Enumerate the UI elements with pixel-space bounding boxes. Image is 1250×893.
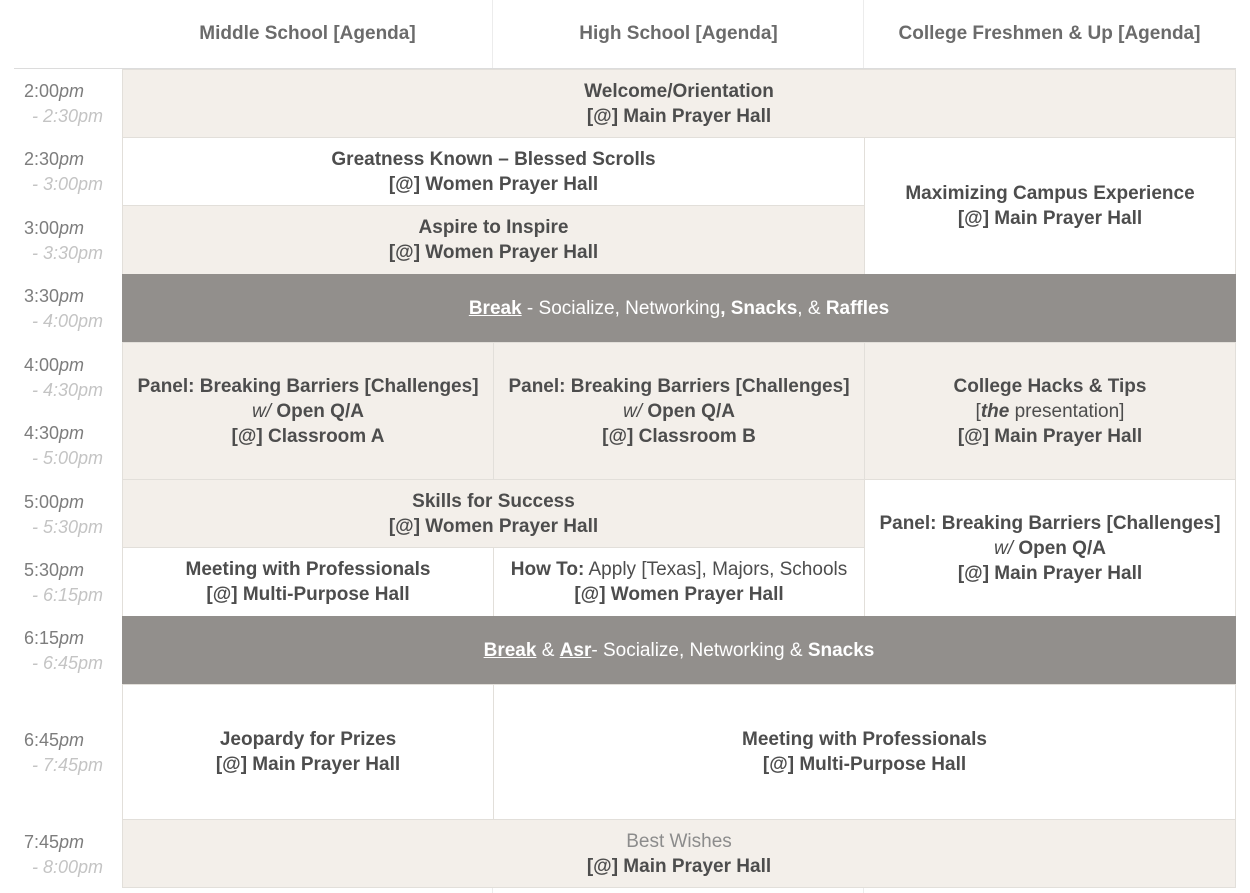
session-welcome [122,69,1236,138]
time-end: - 2:30pm [32,106,104,126]
session-location: [@] Multi-Purpose Hall [762,754,967,775]
time-start: 2:30 [24,149,60,169]
session-aspire [122,205,865,275]
time-start: 4:00 [24,355,60,375]
time-end: - 3:30pm [32,243,104,263]
time-start: 6:15 [24,628,60,648]
session-location: [@] Women Prayer Hall [574,584,784,605]
session-panel-classroom-a [122,342,494,480]
session-title: Greatness Known – Blessed Scrolls [331,148,656,170]
qa-label: Open Q/A [642,400,735,422]
header-middle-school: Middle School [Agenda] [199,23,416,44]
time-end: - 7:45pm [32,755,104,775]
time-slot [24,626,120,676]
session-location: [@] Main Prayer Hall [586,105,772,127]
break-asr [122,616,1236,685]
session-title: Meeting with Professionals [185,559,431,580]
time-suffix: pm [59,628,85,648]
session-location: [@] Main Prayer Hall [215,754,401,775]
time-slot [24,830,120,880]
session-location: [@] Main Prayer Hall [957,562,1143,584]
time-start: 5:30 [24,560,60,580]
asr-label: Asr [559,640,592,661]
session-location: [@] Multi-Purpose Hall [206,584,410,605]
session-title: Maximizing Campus Experience [905,183,1195,204]
session-location: [@] Classroom B [602,425,756,447]
session-location: [@] Women Prayer Hall [388,242,599,263]
time-suffix: pm [59,423,85,443]
time-slot [24,558,120,608]
session-greatness-known [122,137,865,206]
time-suffix: pm [59,560,85,580]
time-suffix: pm [59,286,85,306]
break-label: Break [468,298,522,319]
time-end: - 3:00pm [32,174,104,194]
with-label: w/ [252,400,272,422]
time-end: - 6:15pm [32,585,104,605]
time-suffix: pm [59,149,85,169]
time-suffix: pm [59,218,85,238]
the-word: the [980,400,1010,422]
session-title: Panel: Breaking Barriers [Challenges] [508,375,850,397]
session-panel-classroom-b [493,342,865,480]
time-start: 3:30 [24,286,60,306]
session-how-to-apply [493,547,865,617]
session-title: Jeopardy for Prizes [219,729,397,750]
time-end: - 4:00pm [32,311,104,331]
bracket: [ [975,400,981,422]
session-title: Panel: Breaking Barriers [Challenges] [879,512,1221,534]
time-suffix: pm [59,81,85,101]
qa-label: Open Q/A [271,400,364,422]
how-to-text: Apply [Texas], Majors, Schools [584,559,848,580]
break-snacks: Snacks [807,640,875,661]
time-start: 5:00 [24,492,60,512]
time-end: - 8:00pm [32,857,104,877]
session-location: [@] Main Prayer Hall [586,855,772,877]
time-slot [24,79,120,129]
session-location: [@] Women Prayer Hall [388,173,599,195]
time-slot [24,353,120,403]
break-text: - Socialize, Networking [521,298,721,319]
time-end: - 5:00pm [32,448,104,468]
session-title: Panel: Breaking Barriers [Challenges] [137,375,479,397]
session-title: Skills for Success [412,490,575,512]
with-label: w/ [994,537,1014,559]
time-start: 7:45 [24,832,60,852]
time-slot [24,728,120,778]
time-start: 2:00 [24,81,60,101]
time-suffix: pm [59,832,85,852]
break-snacks: , Snacks [720,298,798,319]
time-end: - 4:30pm [32,380,104,400]
break-label: Break [483,640,537,661]
break-snacks-raffles [122,274,1236,343]
session-best-wishes [122,819,1236,888]
time-end: - 6:45pm [32,653,104,673]
time-slot [24,284,120,334]
session-panel-college [864,479,1236,617]
header-high-school: High School [Agenda] [579,23,778,44]
time-start: 3:00 [24,218,60,238]
with-label: w/ [623,400,643,422]
session-title: Best Wishes [626,830,732,852]
time-slot [24,421,120,471]
time-start: 6:45 [24,730,60,750]
session-jeopardy [122,684,494,820]
break-text: - Socialize, Networking & [591,640,808,661]
session-location: [@] Women Prayer Hall [388,515,599,537]
break-text: & [536,640,560,661]
session-location: [@] Main Prayer Hall [957,425,1143,447]
qa-label: Open Q/A [1013,537,1106,559]
session-meeting-professionals-hs [493,684,1236,820]
time-suffix: pm [59,355,85,375]
how-to-label: How To: [510,559,585,580]
break-raffles: Raffles [825,298,890,319]
time-slot [24,490,120,540]
time-slot [24,216,120,266]
session-location: [@] Main Prayer Hall [957,208,1143,229]
time-end: - 5:30pm [32,517,104,537]
session-location: [@] Classroom A [231,425,385,447]
header-college: College Freshmen & Up [Agenda] [898,23,1201,44]
session-title: Welcome/Orientation [584,80,774,102]
time-suffix: pm [59,492,85,512]
session-meeting-professionals-ms [122,547,494,617]
break-text: , & [797,298,826,319]
session-college-hacks [864,342,1236,480]
time-suffix: pm [59,730,85,750]
session-title: Meeting with Professionals [742,729,987,750]
session-skills-for-success [122,479,865,548]
session-title: Aspire to Inspire [418,217,569,238]
session-title: College Hacks & Tips [953,375,1147,397]
time-start: 4:30 [24,423,60,443]
presentation-word: presentation] [1009,400,1125,422]
session-maximizing-campus [864,137,1236,275]
time-slot [24,147,120,197]
